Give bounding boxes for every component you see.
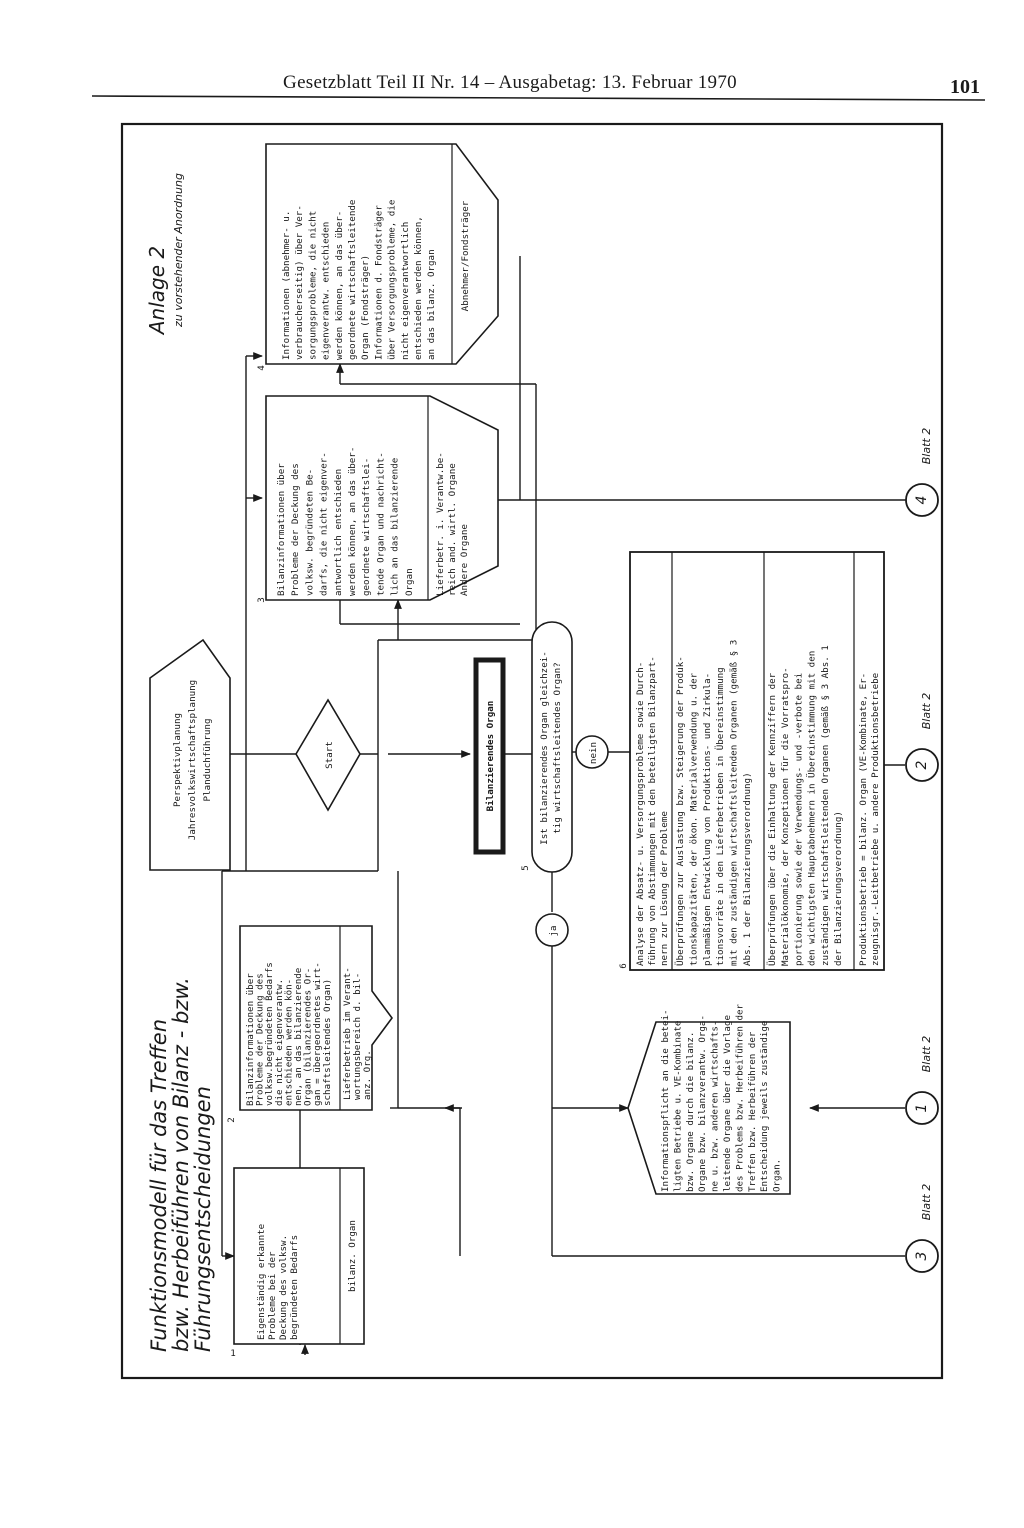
start-label: Start (324, 741, 335, 769)
box-3-text-line: geordnete wirtschaftslei- (361, 457, 373, 596)
decision-text-line: Ist bilanzierendes Organ gleichzei- (539, 651, 550, 845)
planning-text-line: Perspektivplanung (172, 712, 183, 808)
info-duty-text-line: Organ. (771, 1158, 783, 1192)
box-3-text-line: lich an das bilanzierende (389, 457, 401, 596)
header-rule (92, 96, 985, 100)
box-3-footer-line: reich and. wirtl. Organe (447, 463, 458, 596)
connector-label-2: Blatt 2 (920, 692, 933, 730)
connector-label-1: Blatt 2 (920, 1035, 933, 1073)
running-head: Gesetzblatt Teil II Nr. 14 – Ausgabetag: 13. Februar 1970 (283, 72, 737, 93)
box-2-footer-line: Lieferbetrieb im Verant- (342, 967, 353, 1100)
annex-title: Anlage 2 (145, 245, 169, 335)
connector-number-1: 1 (914, 1103, 930, 1113)
box-6-section-1-line: führung von Abstimmungen mit den beteiligten Bilanzpart- (647, 656, 658, 966)
box-3-text-line: tende Organ und nachricht- (375, 452, 387, 596)
box-4-number: 4 (256, 365, 267, 371)
page-number: 101 (950, 76, 980, 98)
info-duty-text-line: Treffen bzw. Herbeiführen der (746, 1031, 758, 1192)
box-6-section-3-line: Materialökonomie, der Konzeptionen für die Vorratspro- (780, 667, 792, 966)
box-6-number: 6 (618, 963, 629, 969)
box-4-text-line: geordnete wirtschaftsleitende (347, 199, 358, 360)
annex-subtitle: zu vorstehender Anordnung (172, 173, 185, 327)
box-6-section-4 (858, 673, 881, 966)
box-3-text-line: volksw. begründeten Be- (304, 468, 316, 596)
box-4-text-line: verbraucherseitig) über Ver- (294, 205, 306, 360)
box-6-section-2-line: mit den zuständigen wirtschaftsleitenden Organen (gemäß § 3 (728, 639, 740, 966)
box-3-text-line: Organ (403, 568, 415, 596)
box-2-text-line: die nicht eigenverantw. (273, 978, 285, 1106)
decision-text-line: tig wirtschaftsleitendes Organ? (552, 662, 563, 834)
info-duty-text-line: ligten Betriebe u. VE-Kombinate (672, 1020, 684, 1192)
box-2-text-line: schaftsleitendes Organ) (321, 978, 333, 1106)
box-4-text-line: an das bilanz. Organ (426, 249, 438, 360)
info-duty-text-line: bzw. Organe durch die bilanz. (684, 1031, 696, 1192)
box-6-section-1-line: nern zur Lösung der Probleme (659, 811, 670, 966)
box-6-section-3-line: den wichtigsten Hauptabnehmern in Übereinstimmung mit den (806, 650, 818, 966)
balancing-organ-label: Bilanzierendes Organ (485, 700, 496, 812)
connector-label-3: Blatt 2 (920, 1183, 933, 1221)
box-3-number: 3 (256, 597, 267, 603)
box-1-text-line: Deckung des volksw. (278, 1234, 289, 1340)
box-2-text-line: gan = übergeordnetes wirt- (312, 962, 324, 1106)
box-6-section-2-line: tionskapazitäten, der ökon. Materialverwendung u. der (688, 672, 700, 966)
box-1-text-line: Eigenständig erkannte (256, 1223, 267, 1340)
box-3-footer-line: Lieferbetr. i. Verantw.be- (435, 452, 446, 596)
box-4-text-line: Organ (Fondsträger) (360, 254, 372, 360)
box-6-section-3-line: zuständigen wirtschaftsleitenden Organen (gemäß § 3 Abs. 1 (819, 645, 831, 966)
box-2-text-line: Organ (bilanzierendes Or- (302, 967, 314, 1106)
no-label: nein (588, 741, 599, 765)
box-2-text-line: volksw.begründeten Bedarfs (264, 962, 276, 1106)
box-3-text-line: werden können, an das über- (347, 446, 358, 596)
info-duty-text-line: Organe bzw. bilanzverantw. Orga- (697, 1014, 709, 1192)
planning-text-line: Planduchführung (202, 718, 213, 802)
connector-number-4: 4 (914, 495, 930, 505)
box-1-text-line: Probleme bei der (267, 1251, 278, 1340)
box-6-section-4-line: Produktionsbetrieb = bilanz. Organ (VE-Kombinate, Er- (858, 672, 869, 966)
box-2-text-line: Probleme der Deckung des (254, 973, 266, 1106)
diagram-title-line: Funktionsmodell für das Treffen (147, 1018, 171, 1352)
box-2-text-line: nen, an das bilanzierende (293, 967, 304, 1106)
connector-number-2: 2 (914, 760, 930, 770)
info-duty-text-line: Informationspflicht an die betei- (660, 1009, 671, 1192)
info-duty-text-line: Entscheidung jeweils zuständige (759, 1020, 771, 1192)
info-duty-text-line: ne u. bzw. anderen wirtschafts- (709, 1020, 721, 1192)
info-duty-text-line: des Problems bzw. Herbeiführen der (734, 1003, 746, 1192)
box-6-section-1-line: Analyse der Absatz- u. Versorgungsprobleme sowie Durch- (635, 661, 646, 966)
info-duty-text (660, 1003, 783, 1192)
box-6-section-3-line: der Bilanzierungsverordnung) (833, 811, 844, 966)
box-2-text (245, 962, 333, 1106)
box-4-text-line: eigenverantw. entschieden (320, 221, 332, 360)
box-6-section-3-line: Überprüfungen über die Einhaltung der Kennziffern der (767, 672, 778, 966)
box-2-text-line: Bilanzinformationen über (245, 973, 256, 1106)
box-6-section-2-line: planmäßigen Entwicklung von Produktions- und Zirkula- (701, 672, 713, 966)
box-4-text-line: Informationen d. Fondsträger (373, 205, 385, 360)
box-1-footer: bilanz. Organ (347, 1220, 358, 1292)
box-4-text-line: entschieden werden können, (413, 216, 424, 360)
yes-label: ja (548, 925, 559, 937)
box-6-section-4-line: zeugnisgr.-Leitbetriebe u. andere Produktionsbetriebe (870, 672, 881, 966)
planning-text-line: Jahresvolkswirtschaftsplanung (187, 679, 198, 841)
box-2-footer-line: anz. Org. (362, 1050, 373, 1100)
number-5: 5 (520, 865, 531, 871)
box-1-text-line: begründeten Bedarfs (289, 1234, 300, 1340)
diagram-title (147, 977, 215, 1352)
info-duty-text-line: leitende Organe über die Vorlage (722, 1014, 733, 1192)
box-1-text (256, 1224, 300, 1340)
box-3-text-line: Bilanzinformationen über (276, 463, 287, 596)
connector-number-3: 3 (914, 1251, 930, 1261)
box-4-text-line: werden können, an das über- (333, 210, 345, 360)
box-2-number: 2 (226, 1117, 237, 1123)
box-4-text-line: Informationen (abnehmer- u. (281, 210, 292, 360)
connector-label-4: Blatt 2 (920, 427, 933, 465)
box-6-section-3-line: portionierung sowie der Verwendungs- und -verbote bei (793, 672, 805, 966)
box-6-section-2-line: tionsvorräte in den Lieferbetrieben in Übereinstimmung (715, 667, 727, 966)
box-4-text-line: sorgungsprobleme, die nicht (307, 210, 319, 360)
box-2-footer-line: wortungsbereich d. bil- (352, 972, 363, 1100)
box-3-text-line: Probleme der Deckung des (290, 463, 302, 596)
box-3-text-line: darfs, die nicht eigenver- (318, 452, 330, 596)
box-4-text-line: nicht eigenverantwortlich (399, 221, 411, 360)
diagram-title-line: bzw. Herbeiführen von Bilanz - bzw. (169, 977, 193, 1352)
box-4-text-line: über Versorgungsprobleme, die (386, 199, 398, 360)
box-1-number: 1 (230, 1348, 236, 1359)
diagram-title-line: Führungsentscheidungen (191, 1086, 215, 1352)
box-2-text-line: entschieden werden kön- (283, 978, 295, 1106)
box-3-footer-line: Andere Organe (459, 524, 470, 596)
box-6-section-2-line: Abs. 1 der Bilanzierungsverordnung) (742, 772, 753, 966)
box-6-section-2-line: Überprüfungen zur Auslastung bzw. Steigerung der Produk- (675, 656, 686, 966)
box-3-text-line: antwortlich entschieden (332, 468, 344, 596)
box-4-footer: Abnehmer/Fondsträger (460, 200, 471, 312)
